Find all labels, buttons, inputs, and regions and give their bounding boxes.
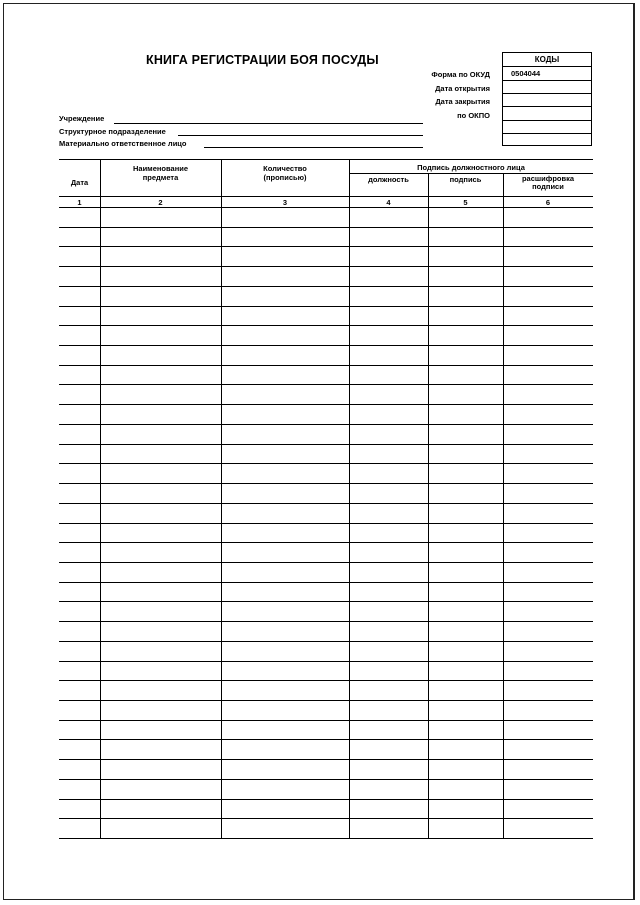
table-cell[interactable] (428, 720, 503, 740)
table-cell[interactable] (59, 503, 100, 523)
table-cell[interactable] (428, 582, 503, 602)
table-cell[interactable] (100, 227, 221, 247)
table-cell[interactable] (59, 227, 100, 247)
table-cell[interactable] (349, 444, 428, 464)
table-cell[interactable] (59, 680, 100, 700)
group-header-signature: Подпись должностного лица (417, 163, 525, 172)
table-cell[interactable] (428, 641, 503, 661)
table-top-border (59, 159, 593, 160)
table-cell[interactable] (349, 523, 428, 543)
table-cell[interactable] (503, 739, 593, 759)
table-cell[interactable] (349, 759, 428, 779)
code-cell-close-date[interactable] (503, 93, 591, 106)
table-cell[interactable] (221, 759, 349, 779)
table-cell[interactable] (221, 227, 349, 247)
table-cell[interactable] (503, 483, 593, 503)
table-cell[interactable] (100, 818, 221, 838)
table-cell[interactable] (349, 503, 428, 523)
table-cell[interactable] (428, 227, 503, 247)
table-cell[interactable] (221, 700, 349, 720)
col-number-6: 6 (545, 198, 551, 207)
code-label-open-date: Дата открытия (435, 84, 490, 93)
col-header-signature: подпись (449, 175, 482, 184)
table-cell[interactable] (349, 779, 428, 799)
table-cell[interactable] (428, 680, 503, 700)
table-cell[interactable] (503, 424, 593, 444)
table-cell[interactable] (428, 601, 503, 621)
table-cell[interactable] (100, 523, 221, 543)
table-cell[interactable] (59, 325, 100, 345)
table-cell[interactable] (100, 799, 221, 819)
table-cell[interactable] (59, 601, 100, 621)
structural-unit-label: Структурное подразделение (59, 127, 166, 136)
table-cell[interactable] (428, 779, 503, 799)
table-cell[interactable] (59, 818, 100, 838)
table-cell[interactable] (221, 404, 349, 424)
table-cell[interactable] (221, 463, 349, 483)
table-cell[interactable] (221, 680, 349, 700)
table-cell[interactable] (100, 661, 221, 681)
table-cell[interactable] (503, 266, 593, 286)
table-cell[interactable] (428, 444, 503, 464)
table-cell[interactable] (349, 562, 428, 582)
table-cell[interactable] (503, 700, 593, 720)
table-cell[interactable] (221, 542, 349, 562)
code-label-okpo: по ОКПО (457, 111, 490, 120)
table-cell[interactable] (59, 621, 100, 641)
table-cell[interactable] (59, 246, 100, 266)
col-header-quantity: Количество (прописью) (263, 164, 307, 182)
code-cell-okud[interactable] (503, 66, 591, 80)
table-cell[interactable] (503, 523, 593, 543)
table-cell[interactable] (428, 739, 503, 759)
table-cell[interactable] (59, 720, 100, 740)
code-cell-open-date[interactable] (503, 80, 591, 93)
table-cell[interactable] (59, 365, 100, 385)
table-cell[interactable] (221, 266, 349, 286)
table-cell[interactable] (349, 345, 428, 365)
col-number-4: 4 (386, 198, 391, 207)
table-cell[interactable] (503, 759, 593, 779)
codes-box (502, 52, 592, 146)
table-cell[interactable] (428, 661, 503, 681)
table-cell[interactable] (100, 463, 221, 483)
structural-unit-field[interactable] (178, 135, 423, 136)
col-number-2: 2 (158, 198, 163, 207)
table-cell[interactable] (503, 246, 593, 266)
table-cell[interactable] (428, 325, 503, 345)
table-cell[interactable] (349, 542, 428, 562)
table-cell[interactable] (349, 582, 428, 602)
table-cell[interactable] (100, 700, 221, 720)
institution-label: Учреждение (59, 114, 105, 123)
table-cell[interactable] (100, 621, 221, 641)
table-cell[interactable] (503, 286, 593, 306)
code-label-okud: Форма по ОКУД (431, 70, 490, 79)
table-cell[interactable] (503, 463, 593, 483)
register-table (59, 159, 593, 839)
table-cell[interactable] (100, 483, 221, 503)
table-cell[interactable] (503, 818, 593, 838)
table-cell[interactable] (503, 503, 593, 523)
table-cell[interactable] (59, 582, 100, 602)
institution-field[interactable] (114, 123, 423, 124)
table-cell[interactable] (349, 641, 428, 661)
table-cell[interactable] (503, 227, 593, 247)
table-cell[interactable] (428, 542, 503, 562)
table-cell[interactable] (59, 384, 100, 404)
table-cell[interactable] (221, 384, 349, 404)
table-cell[interactable] (503, 680, 593, 700)
table-cell[interactable] (221, 246, 349, 266)
table-cell[interactable] (503, 661, 593, 681)
table-cell[interactable] (100, 325, 221, 345)
table-cell[interactable] (221, 345, 349, 365)
table-cell[interactable] (349, 621, 428, 641)
table-cell[interactable] (428, 562, 503, 582)
table-cell[interactable] (349, 601, 428, 621)
table-cell[interactable] (503, 384, 593, 404)
table-cell[interactable] (349, 661, 428, 681)
table-cell[interactable] (221, 483, 349, 503)
table-cell[interactable] (100, 601, 221, 621)
table-cell[interactable] (59, 523, 100, 543)
table-cell[interactable] (221, 739, 349, 759)
table-cell[interactable] (59, 266, 100, 286)
table-cell[interactable] (100, 266, 221, 286)
table-cell[interactable] (428, 700, 503, 720)
table-cell[interactable] (221, 365, 349, 385)
table-cell[interactable] (503, 621, 593, 641)
table-cell[interactable] (221, 818, 349, 838)
table-cell[interactable] (503, 345, 593, 365)
table-cell[interactable] (59, 739, 100, 759)
table-cell[interactable] (349, 739, 428, 759)
table-cell[interactable] (100, 404, 221, 424)
table-cell[interactable] (349, 463, 428, 483)
table-cell[interactable] (503, 582, 593, 602)
table-cell[interactable] (59, 759, 100, 779)
table-cell[interactable] (503, 720, 593, 740)
table-cell[interactable] (221, 503, 349, 523)
table-row-line (59, 838, 593, 839)
col-header-item: Наименование предмета (132, 164, 189, 182)
table-cell[interactable] (59, 483, 100, 503)
table-cell[interactable] (349, 720, 428, 740)
table-cell[interactable] (428, 523, 503, 543)
table-cell[interactable] (503, 799, 593, 819)
code-cell-okpo[interactable] (503, 106, 591, 120)
table-cell[interactable] (349, 483, 428, 503)
col-header-date: Дата (70, 178, 89, 187)
table-cell[interactable] (503, 365, 593, 385)
table-cell[interactable] (428, 759, 503, 779)
header-bottom-border (59, 196, 593, 197)
document-title: КНИГА РЕГИСТРАЦИИ БОЯ ПОСУДЫ (146, 53, 379, 67)
table-cell[interactable] (59, 404, 100, 424)
table-cell[interactable] (428, 483, 503, 503)
responsible-person-label: Материально ответственное лицо (59, 139, 187, 148)
table-cell[interactable] (221, 661, 349, 681)
table-cell[interactable] (100, 365, 221, 385)
table-cell[interactable] (349, 306, 428, 326)
table-cell[interactable] (100, 759, 221, 779)
table-cell[interactable] (100, 562, 221, 582)
table-cell[interactable] (100, 739, 221, 759)
table-cell[interactable] (349, 424, 428, 444)
table-cell[interactable] (349, 286, 428, 306)
table-cell[interactable] (503, 641, 593, 661)
table-cell[interactable] (349, 404, 428, 424)
table-cell[interactable] (349, 227, 428, 247)
table-cell[interactable] (349, 365, 428, 385)
table-cell[interactable] (221, 779, 349, 799)
table-cell[interactable] (349, 207, 428, 227)
table-cell[interactable] (221, 306, 349, 326)
codes-header: КОДЫ (534, 55, 560, 64)
table-cell[interactable] (59, 286, 100, 306)
code-cell-extra-2[interactable] (503, 133, 591, 145)
col-number-3: 3 (282, 198, 288, 207)
table-cell[interactable] (428, 621, 503, 641)
table-cell[interactable] (100, 246, 221, 266)
table-cell[interactable] (100, 286, 221, 306)
table-cell[interactable] (100, 424, 221, 444)
table-cell[interactable] (59, 641, 100, 661)
table-cell[interactable] (349, 799, 428, 819)
table-cell[interactable] (428, 246, 503, 266)
table-cell[interactable] (59, 463, 100, 483)
table-cell[interactable] (503, 601, 593, 621)
table-cell[interactable] (503, 404, 593, 424)
table-cell[interactable] (349, 384, 428, 404)
table-cell[interactable] (100, 641, 221, 661)
table-cell[interactable] (100, 207, 221, 227)
table-cell[interactable] (428, 306, 503, 326)
table-cell[interactable] (221, 720, 349, 740)
table-cell[interactable] (59, 779, 100, 799)
table-cell[interactable] (428, 207, 503, 227)
table-cell[interactable] (59, 306, 100, 326)
col-number-5: 5 (463, 198, 468, 207)
table-cell[interactable] (503, 562, 593, 582)
table-cell[interactable] (428, 286, 503, 306)
table-cell[interactable] (59, 700, 100, 720)
table-cell[interactable] (503, 444, 593, 464)
table-cell[interactable] (349, 700, 428, 720)
table-cell[interactable] (59, 661, 100, 681)
table-cell[interactable] (428, 384, 503, 404)
table-cell[interactable] (503, 325, 593, 345)
table-cell[interactable] (503, 542, 593, 562)
table-cell[interactable] (503, 207, 593, 227)
table-cell[interactable] (428, 266, 503, 286)
table-cell[interactable] (100, 542, 221, 562)
code-label-close-date: Дата закрытия (435, 97, 490, 106)
table-cell[interactable] (503, 306, 593, 326)
table-cell[interactable] (100, 779, 221, 799)
table-cell[interactable] (221, 562, 349, 582)
table-cell[interactable] (100, 345, 221, 365)
table-cell[interactable] (221, 582, 349, 602)
table-cell[interactable] (59, 799, 100, 819)
table-cell[interactable] (428, 799, 503, 819)
table-cell[interactable] (428, 424, 503, 444)
table-cell[interactable] (221, 601, 349, 621)
code-cell-extra-1[interactable] (503, 120, 591, 133)
table-cell[interactable] (349, 266, 428, 286)
table-cell[interactable] (100, 720, 221, 740)
table-cell[interactable] (428, 463, 503, 483)
table-cell[interactable] (428, 818, 503, 838)
table-cell[interactable] (59, 207, 100, 227)
table-cell[interactable] (221, 424, 349, 444)
col-number-1: 1 (77, 198, 82, 207)
table-cell[interactable] (221, 325, 349, 345)
responsible-person-field[interactable] (204, 147, 423, 148)
table-cell[interactable] (100, 680, 221, 700)
table-cell[interactable] (428, 503, 503, 523)
table-cell[interactable] (59, 345, 100, 365)
table-cell[interactable] (100, 306, 221, 326)
col-header-signature-decoding: расшифровка подписи (521, 174, 575, 191)
table-cell[interactable] (349, 680, 428, 700)
table-cell[interactable] (221, 621, 349, 641)
col-header-position: должность (368, 175, 409, 184)
table-cell[interactable] (59, 444, 100, 464)
table-cell[interactable] (221, 286, 349, 306)
table-cell[interactable] (428, 345, 503, 365)
table-cell[interactable] (221, 444, 349, 464)
table-cell[interactable] (349, 246, 428, 266)
table-cell[interactable] (221, 799, 349, 819)
table-cell[interactable] (349, 325, 428, 345)
table-cell[interactable] (59, 424, 100, 444)
table-cell[interactable] (59, 542, 100, 562)
table-cell[interactable] (428, 404, 503, 424)
table-cell[interactable] (100, 582, 221, 602)
code-value-okud: 0504044 (511, 69, 541, 78)
table-cell[interactable] (428, 365, 503, 385)
table-cell[interactable] (221, 523, 349, 543)
table-cell[interactable] (100, 503, 221, 523)
table-cell[interactable] (100, 384, 221, 404)
table-cell[interactable] (221, 207, 349, 227)
table-cell[interactable] (100, 444, 221, 464)
table-cell[interactable] (503, 779, 593, 799)
table-cell[interactable] (221, 641, 349, 661)
table-cell[interactable] (59, 562, 100, 582)
table-cell[interactable] (349, 818, 428, 838)
